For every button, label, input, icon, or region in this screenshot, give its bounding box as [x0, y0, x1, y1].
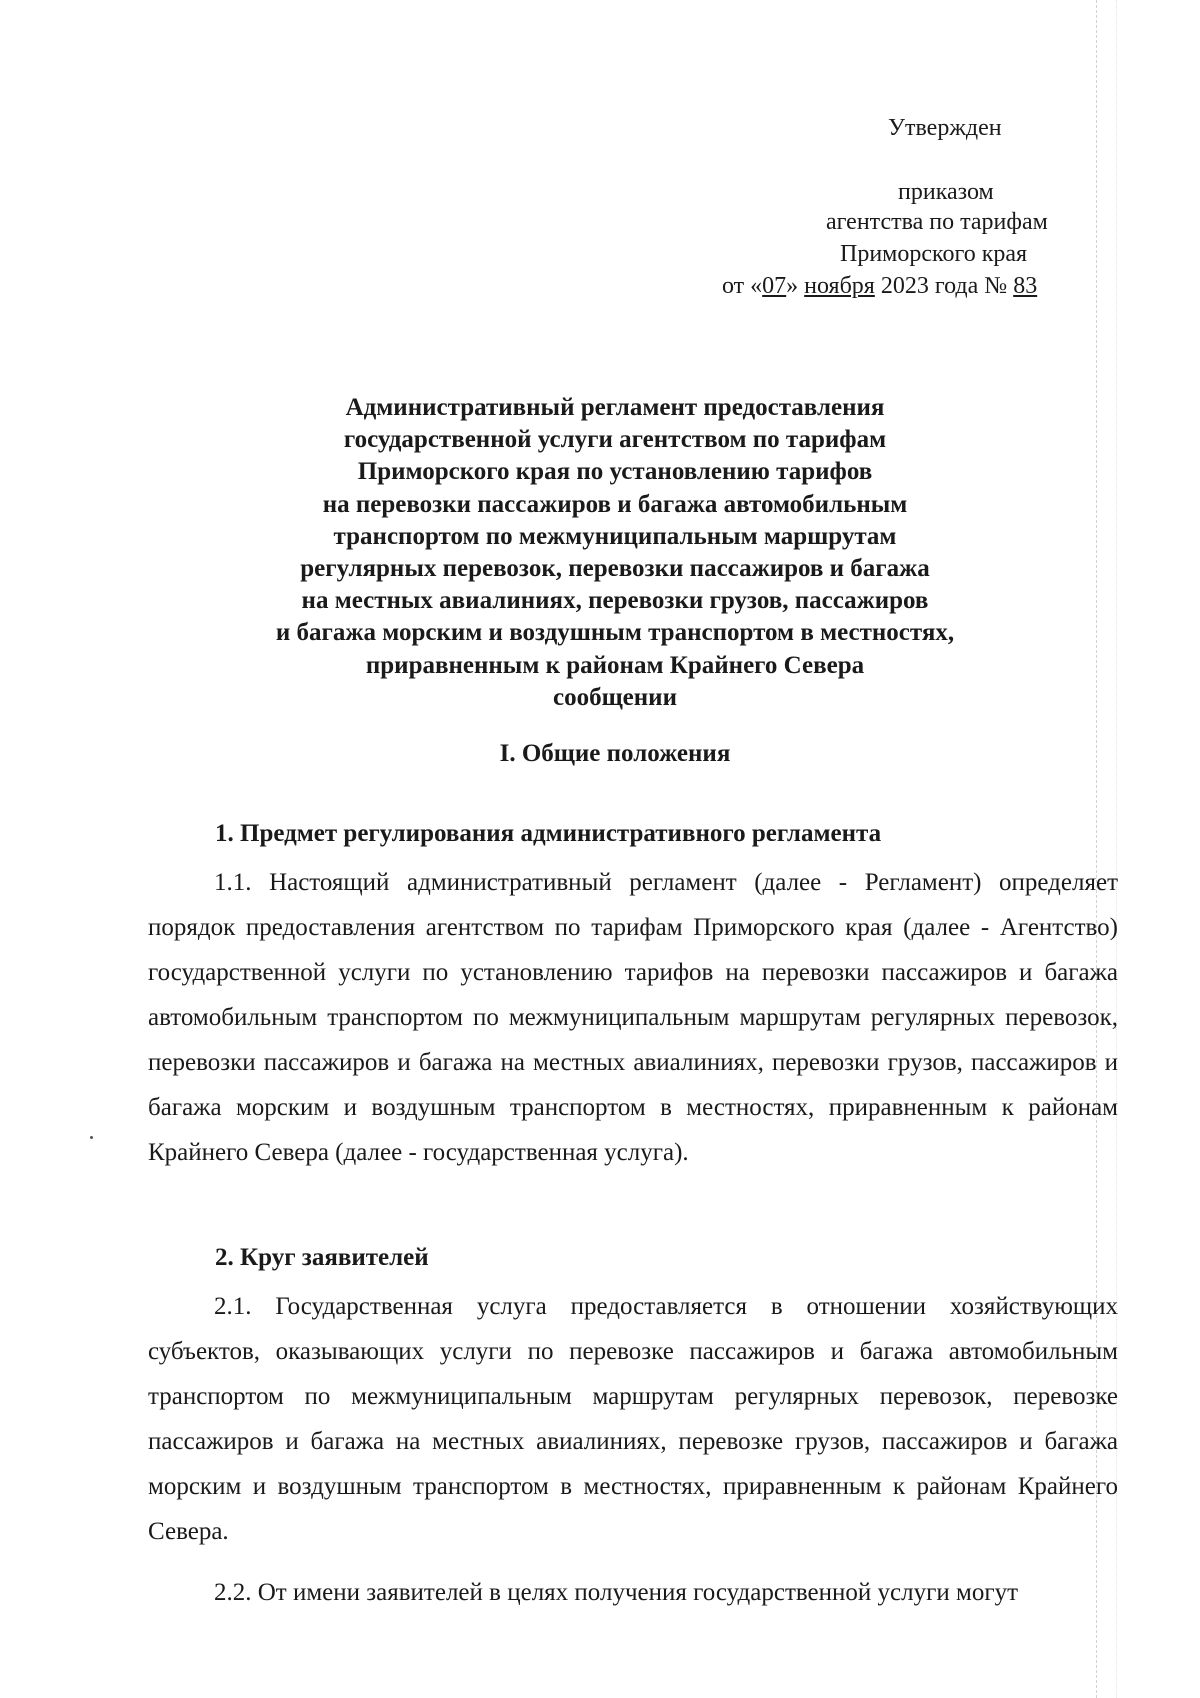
- title-line: Приморского края по установлению тарифов: [357, 458, 873, 486]
- title-line: сообщении: [552, 683, 677, 711]
- subheading-applicants: 2. Круг заявителей: [215, 1244, 429, 1271]
- title-line: Административный регламент предоставления: [345, 394, 885, 421]
- paragraph-1-1: 1.1. Настоящий административный регламент (далее - Регламент) определяет порядок предоставления агентством по тарифам Приморского края (далее - Агентство) государственной услуги по установлению тарифов на перевозки пассажиров и багажа автомобильным транспортом по межмуниципальным маршрутам регулярных перевозок, перевозки пассажиров и багажа на местных авиалиниях, перевозки грузов, пассажиров и багажа морским и воздушным транспортом в местностях, приравненным к районам Крайнего Севера (далее - государственная услуга).: [148, 869, 1118, 1166]
- approval-date-prefix: от «: [722, 273, 763, 299]
- paragraph-2-1: 2.1. Государственная услуга предоставляется в отношении хозяйствующих субъектов, оказывающих услуги по перевозке пассажиров и багажа автомобильным транспортом по межмуниципальным маршрутам регулярных перевозок, перевозке пассажиров и багажа на местных авиалиниях, перевозке грузов, пассажиров и багажа морским и воздушным транспортом в местностях, приравненным к районам Крайнего Севера.: [148, 1293, 1118, 1545]
- paragraph-2-2: 2.2. От имени заявителей в целях получения государственной услуги могут: [214, 1579, 1018, 1606]
- title-line: на перевозки пассажиров и багажа автомобильным: [322, 490, 908, 518]
- section-heading-general: I. Общие положения: [499, 740, 731, 767]
- approval-month: ноября: [804, 273, 875, 299]
- approval-number: 83: [1013, 273, 1038, 299]
- approval-by-order: приказом: [898, 179, 994, 205]
- approval-date-mid: »: [786, 273, 805, 299]
- approval-agency: агентства по тарифам: [826, 209, 1048, 235]
- title-line: на местных авиалиниях, перевозки грузов, пассажиров: [301, 587, 929, 615]
- approval-approved: Утвержден: [888, 115, 1002, 141]
- title-line: транспортом по межмуниципальным маршрутам: [333, 522, 897, 550]
- document-title: [150, 392, 1080, 714]
- approval-day: 07: [762, 273, 787, 299]
- title-line: и багажа морским и воздушным транспортом в местностях,: [275, 619, 955, 647]
- approval-date-line: [722, 270, 1037, 302]
- title-line: регулярных перевозок, перевозки пассажиров и багажа: [300, 555, 930, 583]
- approval-region: Приморского края: [840, 241, 1028, 267]
- scan-speck: [90, 1136, 93, 1139]
- title-line: приравненным к районам Крайнего Севера: [365, 651, 865, 679]
- subheading-subject: 1. Предмет регулирования административного регламента: [215, 820, 882, 847]
- approval-date-suffix: 2023 года №: [874, 273, 1014, 299]
- title-line: государственной услуги агентством по тарифам: [343, 426, 887, 454]
